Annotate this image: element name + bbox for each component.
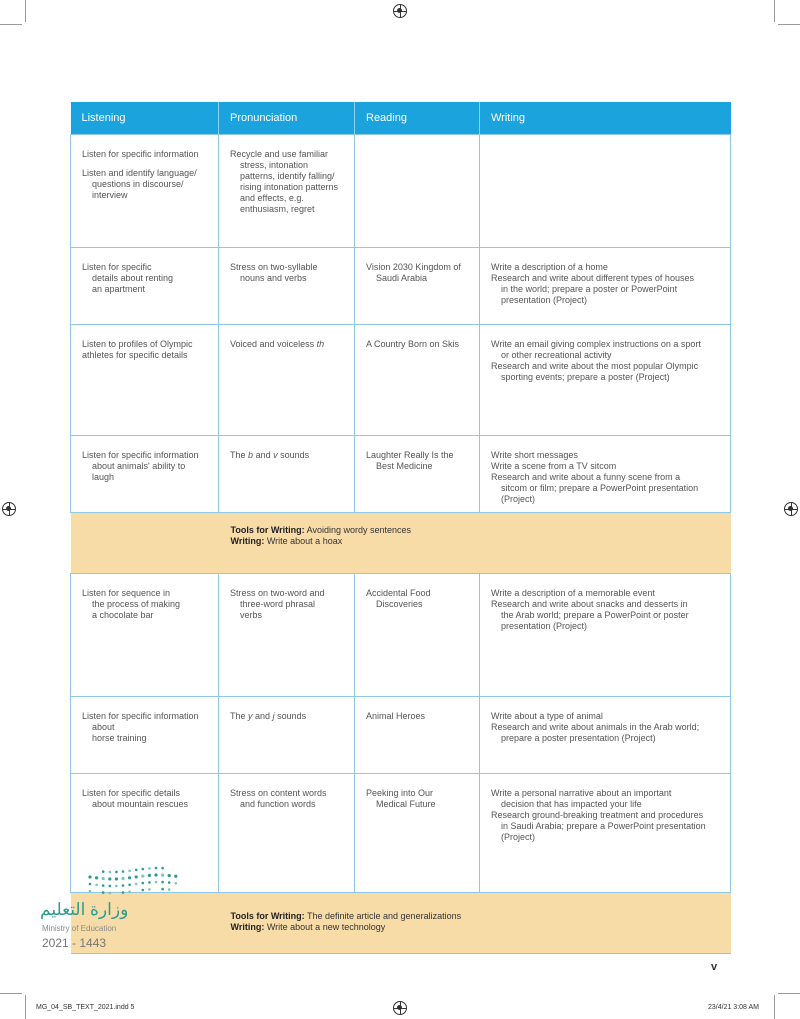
writing-text: Write about a hoax <box>264 536 343 546</box>
writing-text-line: or other recreational activity <box>501 350 612 360</box>
writing-text-line: presentation (Project) <box>501 295 588 305</box>
writing-text-line: Write short messages <box>491 450 578 460</box>
writing-cell <box>480 436 731 513</box>
writing-tools-band <box>71 513 731 574</box>
writing-text-line: Research and write about a funny scene from a <box>491 472 681 482</box>
writing-text-line: in Saudi Arabia; prepare a PowerPoint presentation <box>501 821 706 831</box>
writing-text-line: Research ground-breaking treatment and procedures <box>491 810 704 820</box>
writing-text: Write about a new technology <box>264 922 386 932</box>
reading-text-line: Discoveries <box>376 599 423 609</box>
reading-text-line: Animal Heroes <box>366 711 426 721</box>
reading-cell <box>355 774 480 893</box>
pronunciation-cell <box>219 574 355 697</box>
writing-text-line: the Arab world; prepare a PowerPoint or poster <box>501 610 689 620</box>
trim-mark <box>25 995 26 1019</box>
line-gap <box>82 160 210 168</box>
logo-dots-icon <box>86 866 181 898</box>
writing-text-line: presentation (Project) <box>501 621 588 631</box>
pronunciation-text-line: Stress on two-word and <box>230 588 325 598</box>
ministry-logo <box>40 866 200 956</box>
writing-text-line: sitcom or film; prepare a PowerPoint presentation <box>501 483 699 493</box>
pronunciation-text-line: Stress on two-syllable <box>230 262 318 272</box>
writing-text-line: (Project) <box>501 832 536 842</box>
pronunciation-text-line: and effects, e.g. <box>240 193 304 203</box>
table-header-row <box>71 102 731 135</box>
table-row <box>71 436 731 513</box>
pronunciation-text-line: three-word phrasal <box>240 599 316 609</box>
listening-text-line: Listen for specific details <box>82 788 181 798</box>
table-row <box>71 697 731 774</box>
tools-text: Avoiding wordy sentences <box>304 525 412 535</box>
writing-text-line: Write a personal narrative about an important <box>491 788 672 798</box>
pronunciation-text-line: nouns and verbs <box>240 273 307 283</box>
writing-text-line: decision that has impacted your life <box>501 799 642 809</box>
reading-cell <box>355 325 480 436</box>
writing-cell <box>480 248 731 325</box>
pronunciation-cell <box>219 774 355 893</box>
writing-cell <box>480 697 731 774</box>
logo-arabic-text: وزارة التعليم <box>40 900 129 919</box>
trim-mark <box>778 24 800 25</box>
writing-text-line: in the world; prepare a poster or PowerPoint <box>501 284 678 294</box>
listening-text-line: Listen for specific information <box>82 450 199 460</box>
writing-label: Writing: <box>230 922 265 932</box>
listening-text-line: Listen for specific information <box>82 711 199 721</box>
trim-mark <box>0 24 22 25</box>
band-cell <box>71 513 731 574</box>
writing-cell <box>480 574 731 697</box>
pronunciation-cell <box>219 248 355 325</box>
writing-text-line: Write a scene from a TV sitcom <box>491 461 617 471</box>
listening-cell <box>71 248 219 325</box>
pronunciation-cell <box>219 135 355 248</box>
listening-text-line: Listen for specific information <box>82 149 199 159</box>
writing-text-line: sporting events; prepare a poster (Project) <box>501 372 670 382</box>
pronunciation-text-line: enthusiasm, regret <box>240 204 315 214</box>
reading-cell <box>355 436 480 513</box>
writing-text-line: (Project) <box>501 494 536 504</box>
writing-line <box>231 922 731 933</box>
listening-text-line: about <box>92 722 115 732</box>
tools-label: Tools for Writing: <box>230 525 305 535</box>
table-row <box>71 248 731 325</box>
tools-text: The definite article and generalizations <box>304 911 462 921</box>
pronunciation-text-line: The y and j sounds <box>230 711 307 721</box>
reading-cell <box>355 697 480 774</box>
trim-mark <box>774 0 775 22</box>
listening-text-line: about animals' ability to <box>92 461 186 471</box>
writing-cell <box>480 325 731 436</box>
listening-text-line: Listen for sequence in <box>82 588 171 598</box>
file-slug: MG_04_SB_TEXT_2021.indd 5 <box>36 1004 135 1011</box>
writing-text-line: Research and write about the most popular Olympic <box>491 361 699 371</box>
registration-mark-icon <box>784 502 798 516</box>
trim-mark <box>25 0 26 22</box>
pronunciation-text-line: Stress on content words <box>230 788 327 798</box>
listening-text-line: Listen and identify language/ <box>82 168 197 178</box>
trim-mark <box>778 993 800 994</box>
pronunciation-cell <box>219 325 355 436</box>
reading-text-line: A Country Born on Skis <box>366 339 460 349</box>
writing-text-line: Write an email giving complex instructions on a sport <box>491 339 701 349</box>
reading-text-line: Peeking into Our <box>366 788 434 798</box>
table-row <box>71 325 731 436</box>
trim-mark <box>774 995 775 1019</box>
reading-text-line: Vision 2030 Kingdom of <box>366 262 461 272</box>
listening-text-line: interview <box>92 190 128 200</box>
column-header-reading: Reading <box>355 102 480 135</box>
tools-line <box>231 911 731 922</box>
pronunciation-text-line: patterns, identify falling/ <box>240 171 335 181</box>
listening-cell <box>71 697 219 774</box>
listening-text-line: Listen for specific <box>82 262 152 272</box>
writing-text-line: Research and write about animals in the Arab world; <box>491 722 700 732</box>
reading-text-line: Medical Future <box>376 799 436 809</box>
reading-text-line: Best Medicine <box>376 461 433 471</box>
registration-mark-icon <box>2 502 16 516</box>
logo-year: 2021 - 1443 <box>42 936 107 950</box>
listening-text-line: Listen to profiles of Olympic <box>82 339 193 349</box>
writing-text-line: Write a description of a home <box>491 262 608 272</box>
listening-cell <box>71 135 219 248</box>
listening-text-line: horse training <box>92 733 147 743</box>
listening-text-line: questions in discourse/ <box>92 179 184 189</box>
band-content <box>71 513 731 547</box>
logo-english-text: Ministry of Education <box>42 924 117 933</box>
column-header-pronunciation: Pronunciation <box>219 102 355 135</box>
listening-cell <box>71 436 219 513</box>
pronunciation-text-line: Recycle and use familiar <box>230 149 329 159</box>
listening-text-line: details about renting <box>92 273 174 283</box>
pronunciation-cell <box>219 436 355 513</box>
trim-mark <box>0 993 22 994</box>
writing-text-line: prepare a poster presentation (Project) <box>501 733 656 743</box>
registration-mark-icon <box>393 4 407 18</box>
writing-text-line: Write about a type of animal <box>491 711 603 721</box>
page-number: v <box>711 961 718 973</box>
tools-line <box>231 525 731 536</box>
writing-text-line: Research and write about different types of houses <box>491 273 694 283</box>
writing-cell <box>480 774 731 893</box>
pronunciation-text-line: The b and v sounds <box>230 450 310 460</box>
pronunciation-text-line: verbs <box>240 610 263 620</box>
date-slug: 23/4/21 3:08 AM <box>708 1004 759 1011</box>
pronunciation-text-line: and function words <box>240 799 316 809</box>
tools-label: Tools for Writing: <box>230 911 305 921</box>
listening-text-line: athletes for specific details <box>82 350 188 360</box>
listening-cell <box>71 325 219 436</box>
listening-text-line: laugh <box>92 472 115 482</box>
listening-text-line: an apartment <box>92 284 146 294</box>
syllabus-table <box>70 102 731 954</box>
reading-cell <box>355 574 480 697</box>
table-row <box>71 135 731 248</box>
listening-cell <box>71 574 219 697</box>
pronunciation-text-line: rising intonation patterns <box>240 182 339 192</box>
registration-mark-icon <box>393 1001 407 1015</box>
listening-text-line: the process of making <box>92 599 181 609</box>
reading-cell <box>355 248 480 325</box>
pronunciation-text-line: stress, intonation <box>240 160 309 170</box>
listening-text-line: about mountain rescues <box>92 799 189 809</box>
pronunciation-cell <box>219 697 355 774</box>
writing-label: Writing: <box>230 536 265 546</box>
table-row <box>71 574 731 697</box>
reading-text-line: Accidental Food <box>366 588 431 598</box>
writing-text-line: Write a description of a memorable event <box>491 588 655 598</box>
reading-cell <box>355 135 480 248</box>
pronunciation-text-line: Voiced and voiceless th <box>230 339 325 349</box>
reading-text-line: Laughter Really Is the <box>366 450 454 460</box>
listening-text-line: a chocolate bar <box>92 610 154 620</box>
column-header-writing: Writing <box>480 102 731 135</box>
writing-cell <box>480 135 731 248</box>
reading-text-line: Saudi Arabia <box>376 273 428 283</box>
writing-line <box>231 536 731 547</box>
writing-text-line: Research and write about snacks and desserts in <box>491 599 688 609</box>
column-header-listening: Listening <box>71 102 219 135</box>
